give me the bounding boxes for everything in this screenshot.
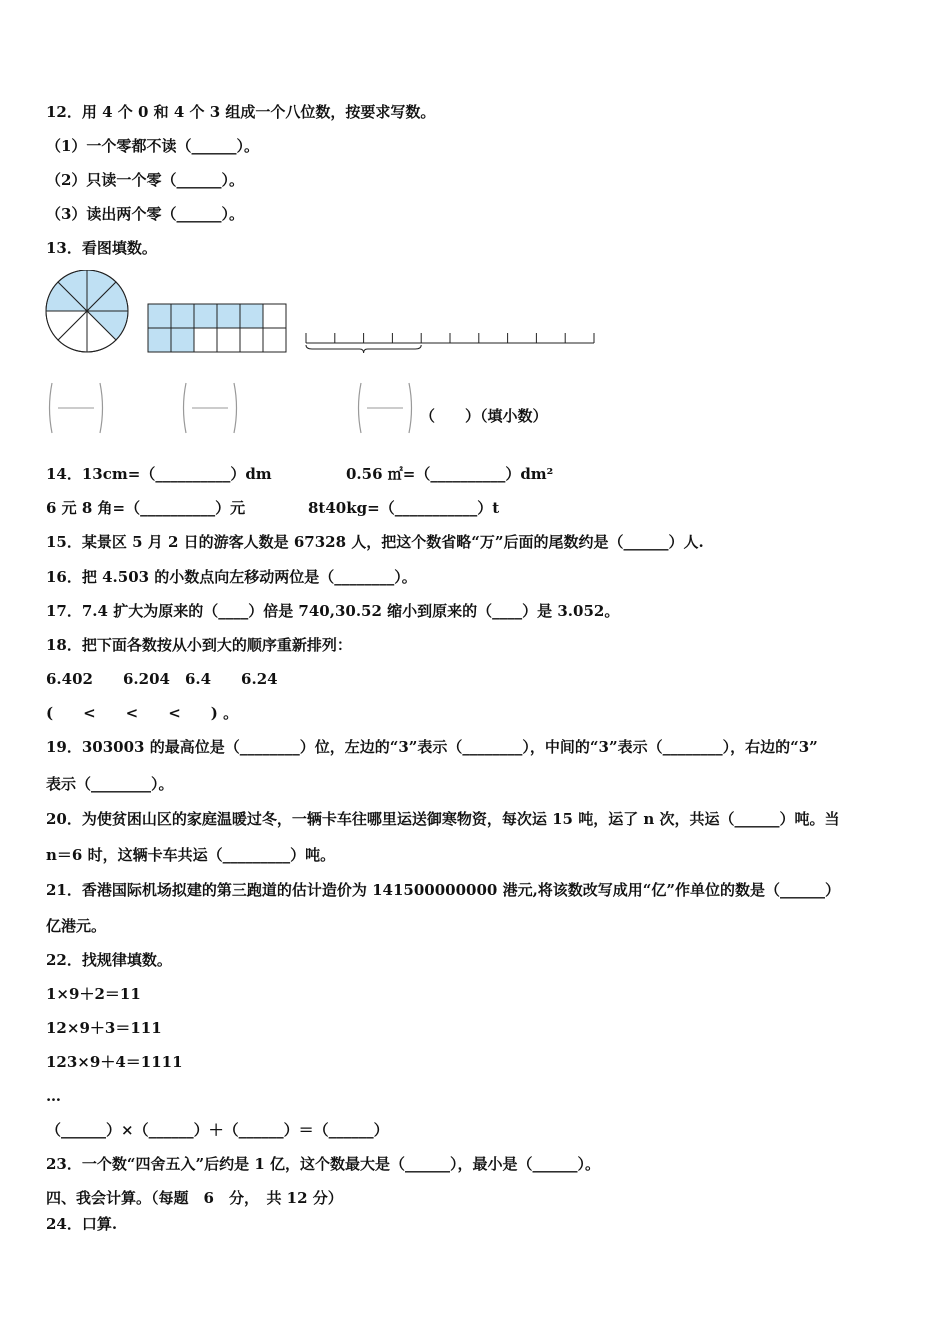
q17: 17．7.4 扩大为原来的（____）倍是 740,30.52 缩小到原来的（____）是 3.052。 bbox=[46, 602, 620, 620]
q22-ellipsis: … bbox=[46, 1087, 61, 1105]
decimal-answer-hint: （ ）（填小数） bbox=[420, 407, 548, 425]
grid-cell bbox=[171, 304, 194, 328]
q15: 15．某景区 5 月 2 日的游客人数是 67328 人，把这个数省略“万”后面的尾数约是（______）人. bbox=[46, 533, 704, 551]
q21-line1: 21．香港国际机场拟建的第三跑道的估计造价为 141500000000 港元,将该数改写成用“亿”作单位的数是（______） bbox=[46, 881, 841, 899]
fraction-answer-3[interactable] bbox=[355, 380, 415, 436]
grid-cell bbox=[263, 304, 286, 328]
q14-line2-a: 6 元 8 角=（__________）元 bbox=[46, 499, 246, 517]
q23: 23．一个数“四舍五入”后约是 1 亿，这个数最大是（______），最小是（______）。 bbox=[46, 1155, 601, 1173]
q16: 16．把 4.503 的小数点向左移动两位是（________）。 bbox=[46, 568, 417, 586]
fraction-answer-2[interactable] bbox=[180, 380, 240, 436]
q22-title: 22．找规律填数。 bbox=[46, 951, 172, 969]
q20-line1: 20．为使贫困山区的家庭温暖过冬，一辆卡车往哪里运送御寒物资，每次运 15 吨，运了 n 次，共运（______）吨。当 bbox=[46, 810, 840, 828]
grid-cell bbox=[148, 328, 171, 352]
q19-line2: 表示（________）。 bbox=[46, 775, 174, 793]
q22-pattern: （______）×（______）＋（______）＝（______） bbox=[46, 1121, 389, 1139]
grid-cell bbox=[217, 304, 240, 328]
q21-line2: 亿港元。 bbox=[46, 917, 107, 935]
grid-cell bbox=[194, 304, 217, 328]
q12-title: 12．用 4 个 0 和 4 个 3 组成一个八位数，按要求写数。 bbox=[46, 103, 436, 121]
section-4-heading: 四、我会计算。（每题 6 分， 共 12 分） bbox=[46, 1189, 343, 1207]
grid-cell bbox=[171, 328, 194, 352]
q24: 24．口算. bbox=[46, 1215, 118, 1233]
grid-cell bbox=[263, 328, 286, 352]
q12-part1: （1）一个零都不读（______）。 bbox=[46, 137, 259, 155]
q22-eq1: 1×9＋2＝11 bbox=[46, 985, 141, 1003]
number-line-brace bbox=[306, 345, 421, 353]
q14-line1-a: 14．13cm=（__________）dm bbox=[46, 465, 272, 483]
number-line-figure bbox=[300, 325, 600, 355]
grid-cell bbox=[194, 328, 217, 352]
grid-fraction-figure bbox=[147, 303, 287, 353]
grid-cell bbox=[148, 304, 171, 328]
q12-part2: （2）只读一个零（______）。 bbox=[46, 171, 244, 189]
q18-numbers: 6.402 6.204 6.4 6.24 bbox=[46, 670, 278, 688]
grid-cell bbox=[240, 304, 263, 328]
q20-line2: n＝6 时，这辆卡车共运（_________）吨。 bbox=[46, 846, 336, 864]
fraction-answer-1[interactable] bbox=[46, 380, 106, 436]
q19-line1: 19．303003 的最高位是（________）位，左边的“3”表示（________），中间的“3”表示（________），右边的“3” bbox=[46, 738, 818, 756]
q18-answer: ( < < < ) 。 bbox=[46, 704, 239, 722]
q22-eq2: 12×9＋3＝111 bbox=[46, 1019, 162, 1037]
q18-title: 18．把下面各数按从小到大的顺序重新排列： bbox=[46, 636, 352, 654]
q13-title: 13．看图填数。 bbox=[46, 239, 157, 257]
circle-fraction-figure bbox=[44, 270, 132, 354]
q14-line2-b: 8t40kg=（___________）t bbox=[308, 499, 500, 517]
q22-eq3: 123×9＋4＝1111 bbox=[46, 1053, 183, 1071]
grid-cell bbox=[240, 328, 263, 352]
q12-part3: （3）读出两个零（______）。 bbox=[46, 205, 244, 223]
grid-cell bbox=[217, 328, 240, 352]
q14-line1-b: 0.56 ㎡=（__________）dm² bbox=[346, 465, 554, 483]
